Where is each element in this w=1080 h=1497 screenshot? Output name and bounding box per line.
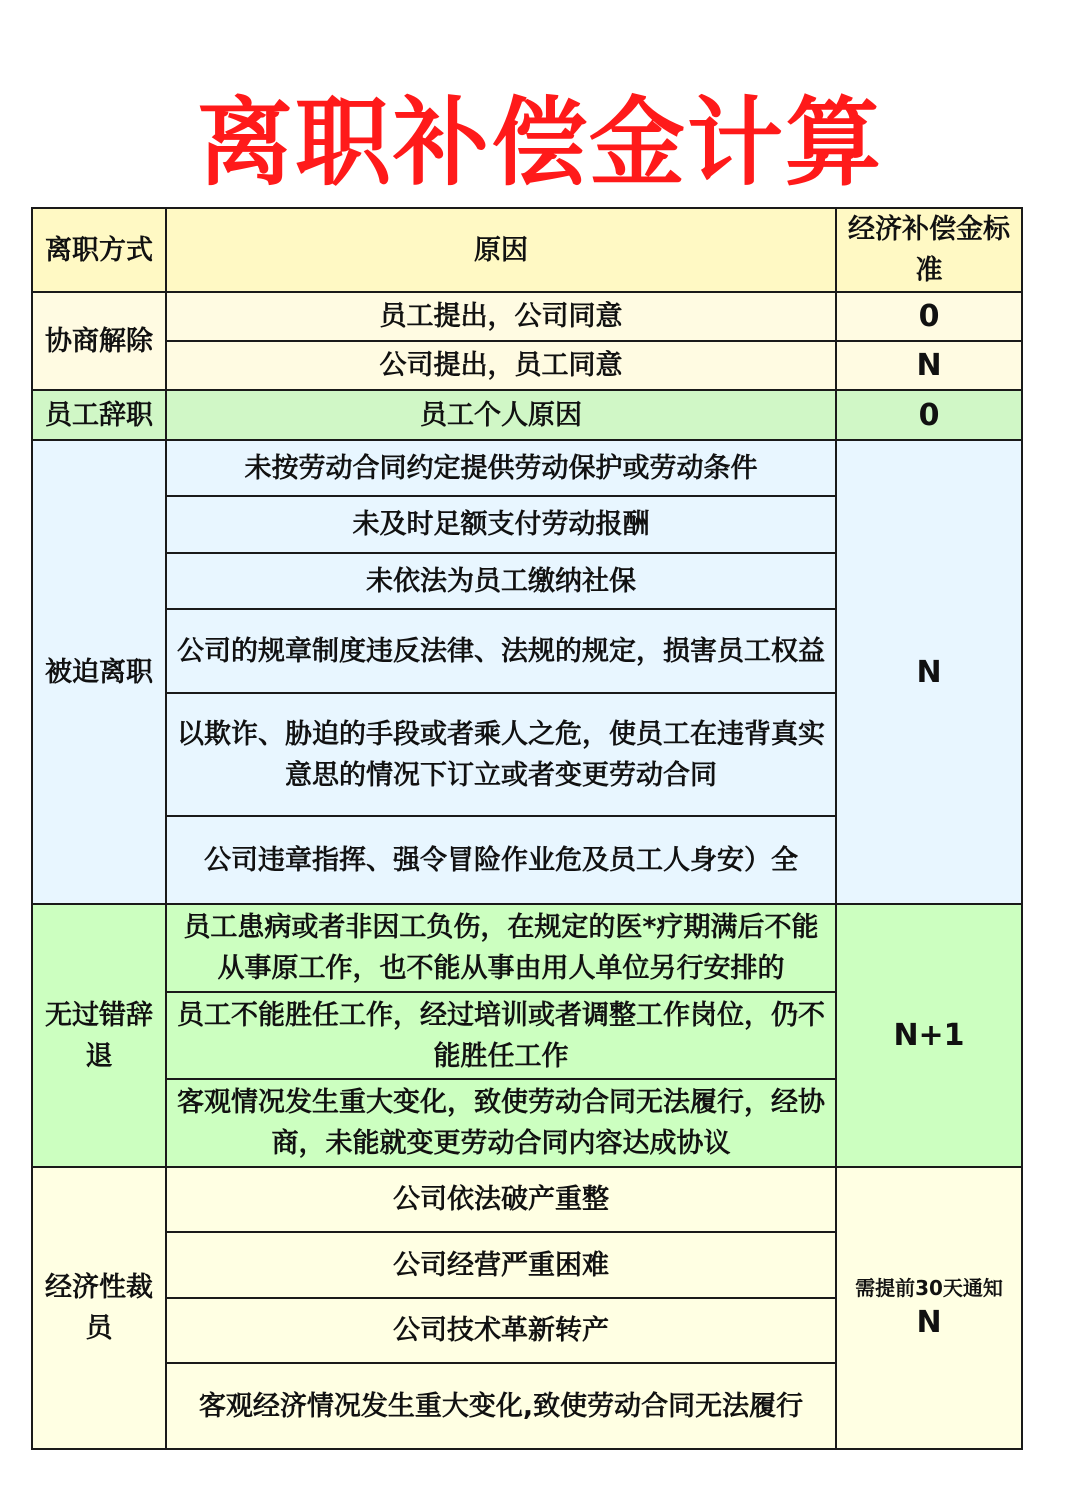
page-title: 离职补偿金计算 xyxy=(197,87,883,199)
table-row xyxy=(32,341,1022,390)
table-row xyxy=(32,390,1022,440)
method-cell: 被迫离职 xyxy=(32,440,166,904)
standard-cell: N xyxy=(836,440,1022,904)
reason-cell: 未按劳动合同约定提供劳动保护或劳动条件 xyxy=(166,440,836,496)
reason-cell: 公司违章指挥、强令冒险作业危及员工人身安）全 xyxy=(166,816,836,904)
table-header-row xyxy=(32,208,1022,292)
method-cell: 经济性裁员 xyxy=(32,1167,166,1449)
reason-cell: 公司依法破产重整 xyxy=(166,1167,836,1232)
reason-cell: 未及时足额支付劳动报酬 xyxy=(166,496,836,553)
reason-cell: 公司技术革新转产 xyxy=(166,1298,836,1363)
header-standard: 经济补偿金标准 xyxy=(836,208,1022,292)
reason-cell: 客观情况发生重大变化，致使劳动合同无法履行，经协商，未能就变更劳动合同内容达成协议 xyxy=(166,1079,836,1167)
header-method: 离职方式 xyxy=(32,208,166,292)
table-row xyxy=(32,292,1022,341)
standard-cell: N xyxy=(836,341,1022,390)
reason-cell: 公司的规章制度违反法律、法规的规定，损害员工权益 xyxy=(166,609,836,693)
reason-cell: 员工提出，公司同意 xyxy=(166,292,836,341)
reason-cell: 未依法为员工缴纳社保 xyxy=(166,553,836,609)
reason-cell: 公司经营严重困难 xyxy=(166,1232,836,1298)
standard-cell xyxy=(836,1167,1022,1449)
standard-cell: 0 xyxy=(836,292,1022,341)
header-reason: 原因 xyxy=(166,208,836,292)
reason-cell: 以欺诈、胁迫的手段或者乘人之危，使员工在违背真实意思的情况下订立或者变更劳动合同 xyxy=(166,693,836,816)
standard-cell: 0 xyxy=(836,390,1022,440)
reason-cell: 公司提出，员工同意 xyxy=(166,341,836,390)
method-cell: 无过错辞退 xyxy=(32,904,166,1167)
table-row xyxy=(32,1167,1022,1232)
standard-value: N xyxy=(916,1305,942,1340)
table-row xyxy=(32,904,1022,992)
notice-note: 需提前30天通知 xyxy=(855,1276,1003,1300)
standard-cell: N+1 xyxy=(836,904,1022,1167)
method-cell: 协商解除 xyxy=(32,292,166,390)
reason-cell: 员工个人原因 xyxy=(166,390,836,440)
method-cell: 员工辞职 xyxy=(32,390,166,440)
reason-cell: 客观经济情况发生重大变化,致使劳动合同无法履行 xyxy=(166,1363,836,1449)
compensation-table xyxy=(31,207,1023,1450)
reason-cell: 员工不能胜任工作，经过培训或者调整工作岗位，仍不能胜任工作 xyxy=(166,992,836,1079)
reason-cell: 员工患病或者非因工负伤，在规定的医*疗期满后不能从事原工作，也不能从事由用人单位另行安排的 xyxy=(166,904,836,992)
table-row xyxy=(32,440,1022,496)
